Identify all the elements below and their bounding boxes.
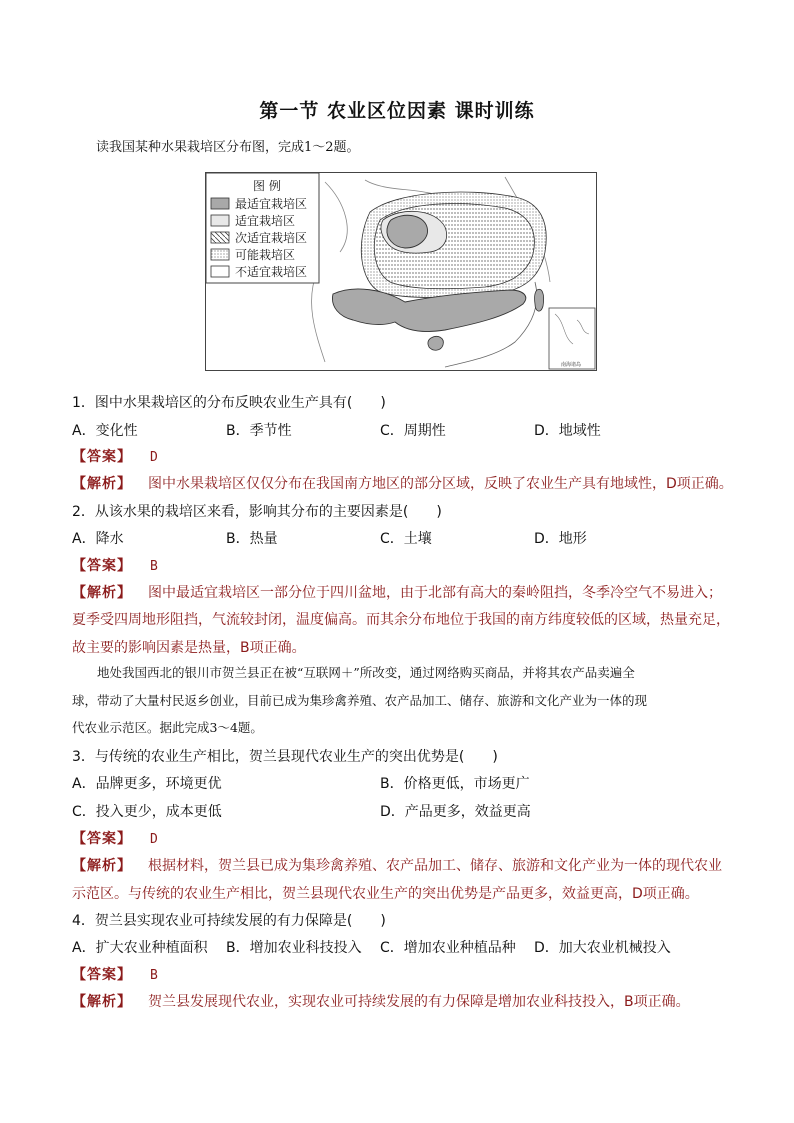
q2-option-b: B．热量	[226, 531, 278, 547]
material-line-2: 球，带动了大量村民返乡创业，目前已成为集珍禽养殖、农产品加工、储存、旅游和文化产业为一体的现	[72, 693, 648, 708]
answer-label: 【答案】	[72, 967, 132, 983]
q1-answer-row	[72, 446, 158, 466]
material-line-1: 地处我国西北的银川市贺兰县正在被“互联网＋”所改变，通过网络购买商品，并将其农产品卖遍全	[72, 665, 635, 680]
legend-label-suitable: 适宜栽培区	[235, 214, 296, 228]
q3-answer: D	[150, 832, 158, 847]
fruit-cultivation-map	[205, 172, 597, 371]
legend-label-sub-suitable: 次适宜栽培区	[235, 231, 308, 245]
legend-swatch-sub-suitable	[211, 232, 229, 243]
q2-answer: B	[150, 559, 158, 574]
analysis-label: 【解析】	[72, 994, 132, 1010]
q2-option-c: C．土壤	[380, 531, 432, 547]
q4-option-d: D．加大农业机械投入	[534, 940, 671, 956]
q3-option-d: D．产品更多，效益更高	[380, 804, 531, 820]
legend-swatch-most-suitable	[211, 198, 229, 209]
q4-answer-row	[72, 964, 158, 984]
q3-analysis-line-1: 根据材料，贺兰县已成为集珍禽养殖、农产品加工、储存、旅游和文化产业为一体的现代农业	[148, 858, 722, 874]
q2-analysis-line-1: 图中最适宜栽培区一部分位于四川盆地，由于北部有高大的秦岭阻挡，冬季冷空气不易进入；	[148, 585, 722, 601]
analysis-label: 【解析】	[72, 585, 132, 601]
q1-stem: 1．图中水果栽培区的分布反映农业生产具有( )	[72, 395, 386, 411]
material-line-3: 代农业示范区。据此完成3～4题。	[72, 720, 263, 735]
legend-title: 图 例	[253, 179, 281, 193]
q3-option-a: A．品牌更多，环境更优	[72, 776, 222, 792]
q2-analysis-line-3: 故主要的影响因素是热量，B项正确。	[72, 640, 306, 656]
q1-option-c: C．周期性	[380, 423, 446, 439]
legend-swatch-suitable	[211, 215, 229, 226]
legend-swatch-possible	[211, 249, 229, 260]
q1-analysis-row	[72, 473, 733, 493]
q2-answer-row	[72, 555, 158, 575]
q4-analysis-row	[72, 991, 690, 1011]
q3-analysis-row	[72, 855, 722, 875]
legend-label-most-suitable: 最适宜栽培区	[235, 197, 308, 211]
q3-option-c: C．投入更少，成本更低	[72, 804, 222, 820]
q1-analysis: 图中水果栽培区仅仅分布在我国南方地区的部分区域，反映了农业生产具有地域性，D项正确。	[148, 476, 733, 492]
q4-option-a: A．扩大农业种植面积	[72, 940, 208, 956]
answer-label: 【答案】	[72, 831, 132, 847]
legend-swatch-unsuitable	[211, 266, 229, 277]
q2-option-d: D．地形	[534, 531, 587, 547]
q2-stem: 2．从该水果的栽培区来看，影响其分布的主要因素是( )	[72, 504, 442, 520]
q3-answer-row	[72, 828, 158, 848]
legend-label-possible: 可能栽培区	[235, 248, 296, 262]
q3-option-b: B．价格更低，市场更广	[380, 776, 530, 792]
q4-option-c: C．增加农业种植品种	[380, 940, 516, 956]
q3-stem: 3．与传统的农业生产相比，贺兰县现代农业生产的突出优势是( )	[72, 749, 498, 765]
q1-option-a: A．变化性	[72, 423, 138, 439]
q1-option-b: B．季节性	[226, 423, 292, 439]
q4-option-b: B．增加农业科技投入	[226, 940, 362, 956]
map-intro: 读我国某种水果栽培区分布图，完成1～2题。	[96, 140, 360, 155]
answer-label: 【答案】	[72, 558, 132, 574]
page-title: 第一节 农业区位因素 课时训练	[259, 100, 535, 122]
hainan-island	[428, 336, 443, 350]
q1-answer: D	[150, 450, 158, 465]
q2-analysis-row	[72, 582, 722, 602]
q2-option-a: A．降水	[72, 531, 124, 547]
legend-label-unsuitable: 不适宜栽培区	[235, 265, 308, 279]
inset-label: 南海诸岛	[561, 362, 582, 368]
q4-analysis: 贺兰县发展现代农业，实现农业可持续发展的有力保障是增加农业科技投入，B项正确。	[148, 994, 690, 1010]
q2-analysis-line-2: 夏季受四周地形阻挡，气流较封闭，温度偏高。而其余分布地位于我国的南方纬度较低的区域，热量充足，	[72, 612, 730, 628]
q3-analysis-line-2: 示范区。与传统的农业生产相比，贺兰县现代农业生产的突出优势是产品更多，效益更高，D项正确。	[72, 886, 699, 902]
taiwan-island	[535, 289, 544, 311]
answer-label: 【答案】	[72, 449, 132, 465]
analysis-label: 【解析】	[72, 858, 132, 874]
q4-answer: B	[150, 968, 158, 983]
south-china-sea-inset	[549, 308, 595, 369]
analysis-label: 【解析】	[72, 476, 132, 492]
q1-option-d: D．地域性	[534, 423, 601, 439]
q4-stem: 4．贺兰县实现农业可持续发展的有力保障是( )	[72, 913, 386, 929]
